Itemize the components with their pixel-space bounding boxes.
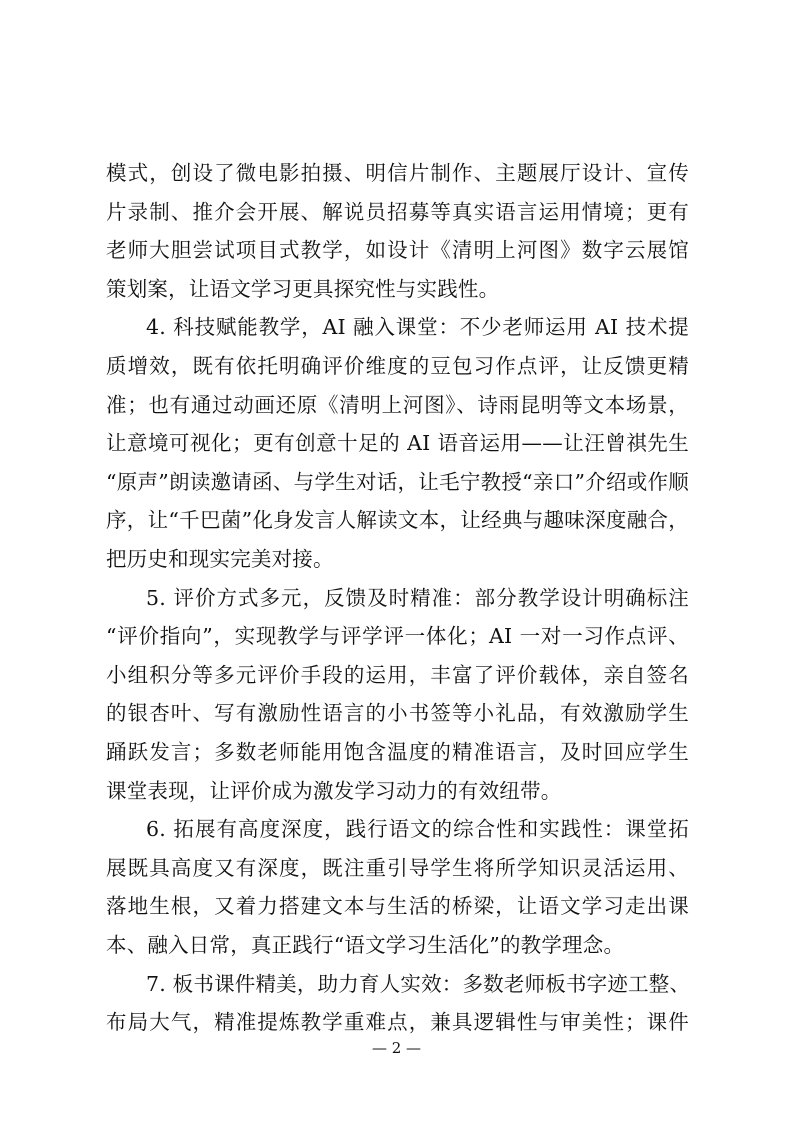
text-line: 把历史和现实完美对接。: [106, 547, 334, 571]
page-number: — 2 —: [371, 1039, 422, 1057]
text-line: 策划案，让语文学习更具探究性与实践性。: [106, 276, 500, 301]
text-line: “评价指向”，实现教学与评学评一体化；AI 一对一习作点评、: [106, 624, 689, 649]
paragraph-heading-line: 4. 科技赋能教学，AI 融入课堂：不少老师运用 AI 技术提: [146, 315, 689, 340]
text-line: 模式，创设了微电影拍摄、明信片制作、主题展厅设计、宣传: [106, 161, 689, 185]
text-line: 踊跃发言；多数老师能用饱含温度的精准语言，及时回应学生: [106, 740, 689, 764]
text-line: 序，让“千巴菌”化身发言人解读文本，让经典与趣味深度融合，: [106, 508, 689, 533]
text-line: 的银杏叶、写有激励性语言的小书签等小礼品，有效激励学生: [106, 701, 689, 726]
text-line: 片录制、推介会开展、解说员招募等真实语言运用情境；更有: [106, 199, 689, 224]
text-line: 布局大气，精准提炼教学重难点，兼具逻辑性与审美性；课件: [106, 1010, 689, 1035]
text-line: 落地生根，又着力搭建文本与生活的桥梁，让语文学习走出课: [106, 894, 689, 919]
text-line: 本、融入日常，真正践行“语文学习生活化”的教学理念。: [106, 933, 625, 957]
text-line: 老师大胆尝试项目式教学，如设计《清明上河图》数字云展馆: [106, 238, 689, 263]
paragraph-heading-line: 5. 评价方式多元，反馈及时精准：部分教学设计明确标注: [146, 585, 689, 610]
text-line: 让意境可视化；更有创意十足的 AI 语音运用——让汪曾祺先生: [106, 431, 689, 456]
text-line: 小组积分等多元评价手段的运用，丰富了评价载体，亲自签名: [106, 662, 689, 687]
paragraph-heading-line: 6. 拓展有高度深度，践行语文的综合性和实践性：课堂拓: [146, 817, 689, 842]
text-line: 展既具高度又有深度，既注重引导学生将所学知识灵活运用、: [106, 855, 689, 880]
paragraph-heading-line: 7. 板书课件精美，助力育人实效：多数老师板书字迹工整、: [146, 971, 691, 996]
text-line: 质增效，既有依托明确评价维度的豆包习作点评，让反馈更精: [106, 354, 689, 378]
text-line: 准；也有通过动画还原《清明上河图》、诗雨昆明等文本场景，: [106, 392, 689, 417]
text-line: 课堂表现，让评价成为激发学习动力的有效纽带。: [106, 778, 562, 803]
text-line: “原声”朗读邀请函、与学生对话，让毛宁教授“亲口”介绍或作顺: [106, 469, 689, 494]
